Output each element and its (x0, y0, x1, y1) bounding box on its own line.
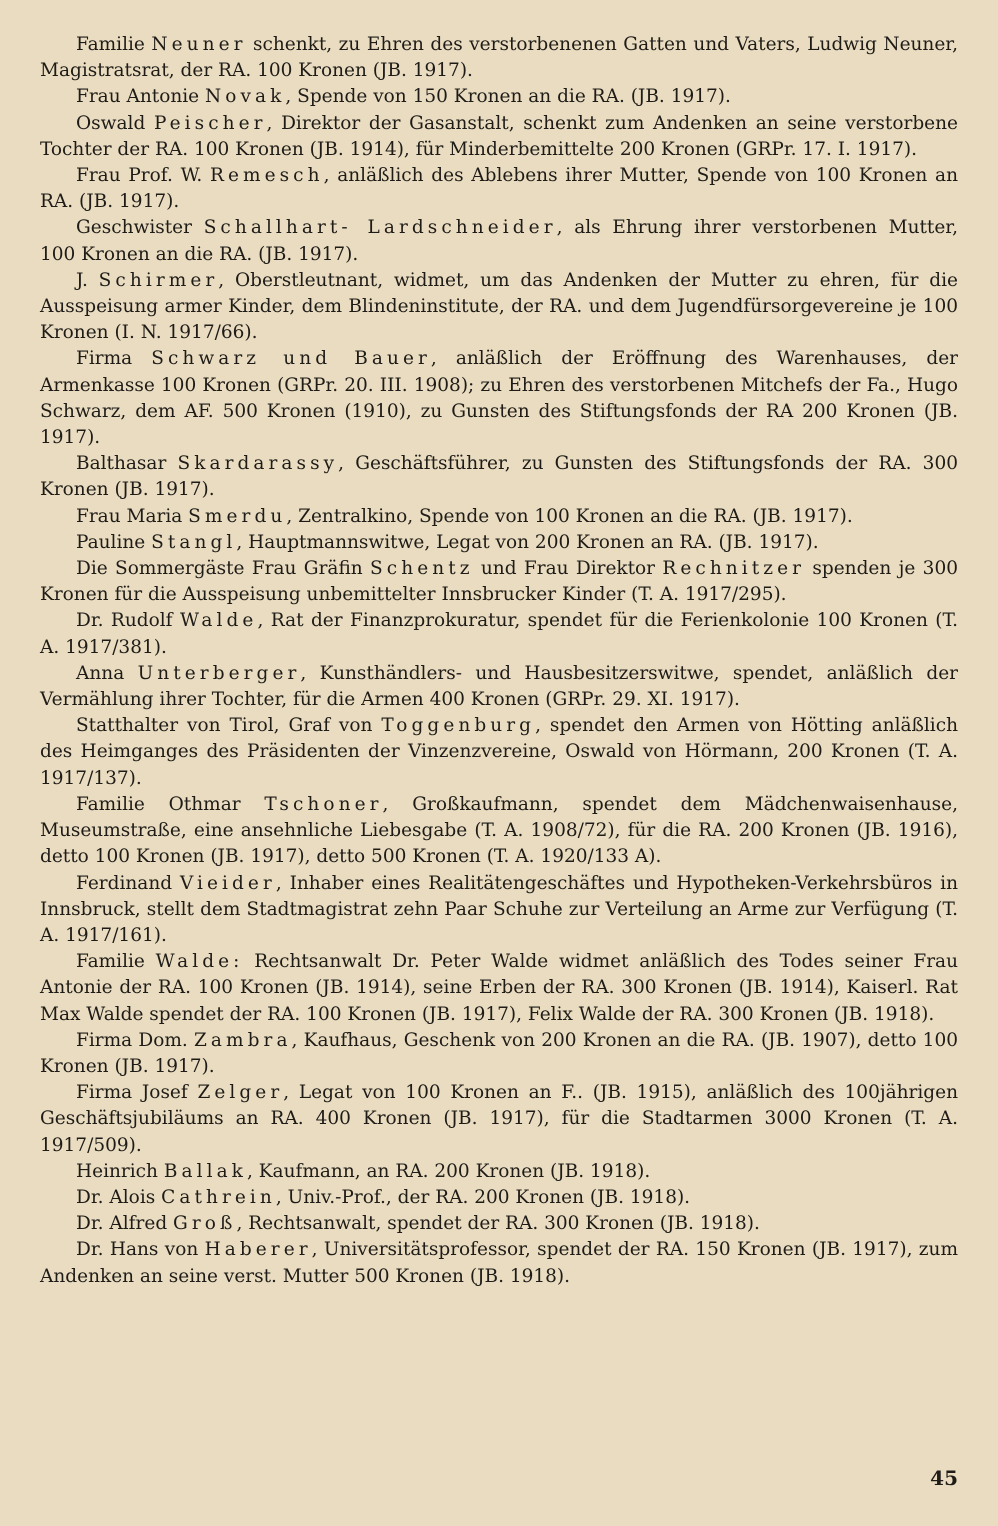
entry-text: Dr. Alfred (76, 1213, 174, 1235)
entry-text: Geschwister (76, 217, 204, 239)
entry-text: , Zentralkino, Spende von 100 Kronen an die RA. (JB. 1917). (286, 505, 853, 527)
donor-name: Skardarassy (177, 453, 339, 475)
entry-text: , anläßlich des Ablebens ihrer Mutter, Spende von 100 Kronen an RA. (JB. 1917). (40, 165, 958, 213)
donation-entry (40, 1211, 958, 1237)
entry-text: Dr. Hans von (76, 1239, 205, 1261)
page-number: 45 (930, 1466, 958, 1490)
donation-entry (40, 608, 958, 660)
donor-name: Schirmer (98, 269, 219, 291)
donation-entry (40, 268, 958, 347)
donation-entry (40, 346, 958, 451)
donor-name: Schallhart- Lardschneider (203, 217, 557, 239)
donor-name: Ballak (163, 1160, 247, 1182)
entry-text: Familie Othmar (76, 793, 265, 815)
donation-entry (40, 163, 958, 215)
entry-text: und Frau Direktor (473, 558, 663, 580)
entry-text: Anna (76, 662, 138, 684)
donor-name: Cathrein (161, 1186, 276, 1208)
donation-entry (40, 84, 958, 110)
donation-entry (40, 111, 958, 163)
entry-text: , Oberstleutnant, widmet, um das Andenken der Mutter zu ehren, für die Ausspeisung armer Kinder, dem Blindeninstitute, der RA. und dem Jugendfürsorgevereine je 100 Kronen (I. N. 1917/66). (40, 269, 958, 344)
entry-text: Pauline (76, 531, 152, 553)
entry-text: Balthasar (76, 453, 178, 475)
entry-text: Familie (76, 34, 152, 55)
entry-text: Firma Josef (76, 1082, 198, 1104)
donor-name: Schentz (370, 558, 474, 580)
donation-entry (40, 32, 958, 84)
donor-name: Schwarz und Bauer (151, 348, 431, 370)
entry-text: , spendet den Armen von Hötting anläßlich des Heimganges des Präsidenten der Vinzenzvereine, Oswald von Hörmann, 200 Kronen (T. A. 1917/137). (40, 715, 958, 789)
entry-text: , Spende von 150 Kronen an die RA. (JB. 1917). (285, 86, 731, 108)
donation-entry (40, 949, 958, 1028)
entry-text: Firma Dom. (76, 1029, 194, 1051)
entry-text: schenkt, zu Ehren des verstorbenenen Gatten und Vaters, Ludwig Neuner, Magistratsrat, der RA. 100 Kronen (JB. 1917). (40, 34, 958, 82)
entry-text: , Rechtsanwalt, spendet der RA. 300 Kronen (JB. 1918). (236, 1213, 760, 1235)
entry-text: Oswald (76, 112, 154, 134)
entry-text: , Kaufhaus, Geschenk von 200 Kronen an die RA. (JB. 1907), detto 100 Kronen (JB. 1917). (40, 1029, 958, 1077)
donor-name: Rechnitzer (662, 558, 806, 580)
donation-entry (40, 1237, 958, 1289)
entry-text: , anläßlich der Eröffnung des Warenhauses, der Armenkasse 100 Kronen (GRPr. 20. III. 1908); zu Ehren des verstorbenen Mitchefs der Fa., Hugo Schwarz, dem AF. 500 Kronen (1910), zu Gunsten des Stiftungsfonds der RA 200 Kronen (JB. 1917). (40, 348, 958, 449)
donor-name: Neuner (151, 34, 247, 55)
donor-name: Zelger (197, 1082, 284, 1104)
entry-text: Heinrich (76, 1160, 164, 1182)
donor-name: Groß (173, 1213, 237, 1235)
text-block (40, 32, 958, 1290)
entry-text: , Legat von 100 Kronen an F.. (JB. 1915), anläßlich des 100jährigen Geschäftsjubiläums an RA. 400 Kronen (JB. 1917), für die Stadtarmen 3000 Kronen (T. A. 1917/509). (40, 1082, 958, 1156)
donation-entry (40, 661, 958, 713)
entry-text: spenden je 300 Kronen für die Ausspeisung unbemittelter Innsbrucker Kinder (T. A. 1917/295). (40, 558, 958, 606)
donor-name: Vieider (179, 872, 276, 894)
entry-text: , Rat der Finanzprokuratur, spendet für die Ferienkolonie 100 Kronen (T. A. 1917/381). (40, 610, 958, 658)
donor-name: Smerdu (188, 505, 287, 527)
entry-text: Firma (76, 348, 152, 370)
donation-entry (40, 792, 958, 871)
donation-entry (40, 215, 958, 267)
donor-name: Unterberger (137, 662, 301, 684)
entry-text: , Großkaufmann, spendet dem Mädchenwaisenhause, Museumstraße, eine ansehnliche Liebesgabe (T. A. 1908/72), für die RA. 200 Kronen (JB. 1916), detto 100 Kronen (JB. 1917), detto 500 Kronen (T. A. 1920/133 A). (40, 793, 958, 868)
entry-text: , Univ.-Prof., der RA. 200 Kronen (JB. 1918). (275, 1186, 691, 1208)
donor-name: Peischer (153, 112, 267, 134)
donation-entry (40, 1185, 958, 1211)
donation-entry (40, 713, 958, 792)
donation-entry (40, 530, 958, 556)
entry-text: , Kunsthändlers- und Hausbesitzerswitwe, spendet, anläßlich der Vermählung ihrer Tochter, für die Armen 400 Kronen (GRPr. 29. XI. 1917). (40, 662, 958, 711)
entry-text: Ferdinand (76, 872, 180, 894)
entry-text: , Direktor der Gasanstalt, schenkt zum Andenken an seine verstorbene Tochter der RA. 100 Kronen (JB. 1914), für Minderbemittelte 200 Kronen (GRPr. 17. I. 1917). (40, 112, 958, 160)
entry-text: , Geschäftsführer, zu Gunsten des Stiftungsfonds der RA. 300 Kronen (JB. 1917). (40, 453, 958, 501)
donor-name: Haberer (204, 1239, 312, 1261)
entry-text: Rechtsanwalt Dr. Peter Walde widmet anläßlich des Todes seiner Frau Antonie der RA. 100 Kronen (JB. 1914), seine Erben der RA. 300 Kronen (JB. 1914), Kaiserl. Rat Max Walde spendet der RA. 100 Kronen (JB. 1917), Felix Walde der RA. 300 Kronen (JB. 1918). (40, 951, 958, 1025)
entry-text: , Inhaber eines Realitätengeschäftes und Hypotheken-Verkehrsbüros in Innsbruck, stellt dem Stadtmagistrat zehn Paar Schuhe zur Verteilung an Arme zur Verfügung (T. A. 1917/161). (40, 872, 958, 946)
donation-entry (40, 504, 958, 530)
donation-entry (40, 1080, 958, 1159)
entry-text: Dr. Alois (76, 1186, 162, 1208)
entry-text: Frau Prof. W. (76, 165, 210, 187)
entry-text: Frau Antonie (76, 86, 206, 108)
entry-text: J. (76, 269, 99, 291)
entry-text: , Universitätsprofessor, spendet der RA. 150 Kronen (JB. 1917), zum Andenken an seine verst. Mutter 500 Kronen (JB. 1918). (40, 1239, 958, 1287)
donation-entry (40, 1159, 958, 1185)
donor-name: Walde (179, 610, 258, 632)
entry-text: , als Ehrung ihrer verstorbenen Mutter, 100 Kronen an die RA. (JB. 1917). (40, 217, 958, 265)
entry-text: Die Sommergäste Frau Gräfin (76, 558, 371, 580)
donor-name: Remesch (209, 165, 324, 187)
donation-entry (40, 1028, 958, 1080)
entry-text: Familie (76, 951, 156, 973)
donation-entry (40, 871, 958, 950)
entry-text: Statthalter von Tirol, Graf von (76, 715, 382, 737)
donor-name: Novak (205, 86, 286, 108)
donation-entry (40, 451, 958, 503)
entry-text: , Hauptmannswitwe, Legat von 200 Kronen an RA. (JB. 1917). (236, 531, 819, 553)
entry-text: , Kaufmann, an RA. 200 Kronen (JB. 1918). (246, 1160, 651, 1182)
donor-name: Toggenburg (381, 715, 536, 737)
donor-name: Stangl (151, 531, 237, 553)
donor-name: Walde: (155, 951, 244, 973)
entry-text: Frau Maria (76, 505, 189, 527)
entry-text: Dr. Rudolf (76, 610, 180, 632)
donor-name: Tschoner (264, 793, 383, 815)
donation-entry (40, 556, 958, 608)
donor-name: Zambra (193, 1029, 292, 1051)
